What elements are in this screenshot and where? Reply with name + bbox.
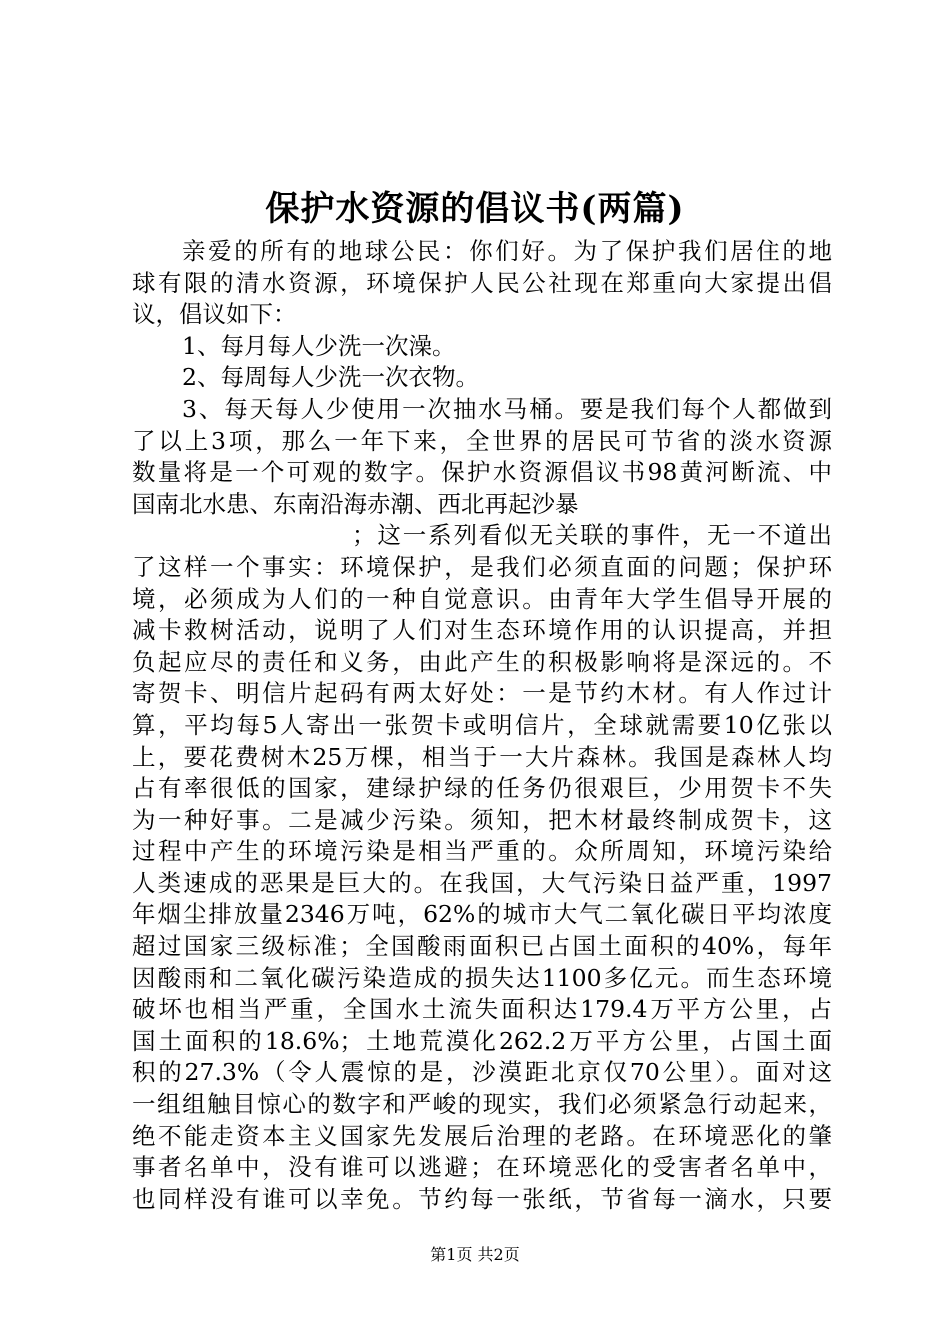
page-footer: 第1页 共2页	[430, 1245, 520, 1264]
body-line-28: 一组组触目惊心的数字和严峻的现实，我们必须紧急行动起来，	[132, 1090, 832, 1119]
body-line-21: 人类速成的恶果是巨大的。在我国，大气污染日益严重，1997	[132, 868, 832, 897]
body-line-26: 国土面积的18.6%；土地荒漠化262.2万平方公里，占国土面	[132, 1026, 832, 1055]
body-line-3: 议，倡议如下：	[132, 300, 297, 329]
body-line-17: 上，要花费树木25万棵，相当于一大片森林。我国是森林人均	[132, 742, 832, 771]
document-body	[132, 236, 832, 1215]
body-line-12: 境，必须成为人们的一种自觉意识。由青年大学生倡导开展的	[132, 584, 832, 613]
body-line-23: 超过国家三级标准；全国酸雨面积已占国土面积的40%，每年	[132, 932, 832, 961]
body-line-14: 负起应尽的责任和义务，由此产生的积极影响将是深远的。不	[132, 647, 832, 676]
body-line-24: 因酸雨和二氧化碳污染造成的损失达1100多亿元。而生态环境	[132, 963, 832, 992]
body-line-19: 为一种好事。二是减少污染。须知，把木材最终制成贺卡，这	[132, 805, 832, 834]
body-line-13: 减卡救树活动，说明了人们对生态环境作用的认识提高，并担	[132, 616, 832, 645]
body-line-10: ；这一系列看似无关联的事件，无一不道出	[352, 521, 832, 550]
list-item-2: 2、每周每人少洗一次衣物。	[182, 363, 479, 392]
body-line-2: 球有限的清水资源，环境保护人民公社现在郑重向大家提出倡	[132, 268, 832, 297]
body-line-1: 亲爱的所有的地球公民：你们好。为了保护我们居住的地	[182, 237, 832, 265]
body-line-29: 绝不能走资本主义国家先发展后治理的老路。在环境恶化的肇	[132, 1121, 832, 1150]
document-title: 保护水资源的倡议书(两篇)	[265, 189, 685, 229]
body-line-20: 过程中产生的环境污染是相当严重的。众所周知，环境污染给	[132, 837, 832, 866]
body-line-27: 积的27.3%（令人震惊的是，沙漠距北京仅70公里）。面对这	[132, 1058, 832, 1087]
body-line-7: 了以上3项，那么一年下来，全世界的居民可节省的淡水资源	[132, 426, 832, 455]
body-line-30: 事者名单中，没有谁可以逃避；在环境恶化的受害者名单中，	[132, 1153, 832, 1182]
body-line-22: 年烟尘排放量2346万吨，62%的城市大气二氧化碳日平均浓度	[132, 900, 832, 929]
body-line-9: 国南北水患、东南沿海赤潮、西北再起沙暴	[132, 489, 579, 518]
body-line-18: 占有率很低的国家，建绿护绿的任务仍很艰巨，少用贺卡不失	[132, 774, 832, 803]
body-line-8: 数量将是一个可观的数字。保护水资源倡议书98黄河断流、中	[132, 458, 832, 487]
list-item-3: 3、每天每人少使用一次抽水马桶。要是我们每个人都做到	[182, 394, 832, 423]
body-line-11: 了这样一个事实：环境保护，是我们必须直面的问题；保护环	[132, 552, 832, 581]
body-line-31: 也同样没有谁可以幸免。节约每一张纸，节省每一滴水，只要	[132, 1184, 832, 1213]
body-line-25: 破坏也相当严重，全国水土流失面积达179.4万平方公里，占	[132, 995, 832, 1024]
body-line-15: 寄贺卡、明信片起码有两太好处：一是节约木材。有人作过计	[132, 679, 832, 708]
list-item-1: 1、每月每人少洗一次澡。	[182, 331, 456, 360]
body-line-16: 算，平均每5人寄出一张贺卡或明信片，全球就需要10亿张以	[132, 710, 832, 739]
